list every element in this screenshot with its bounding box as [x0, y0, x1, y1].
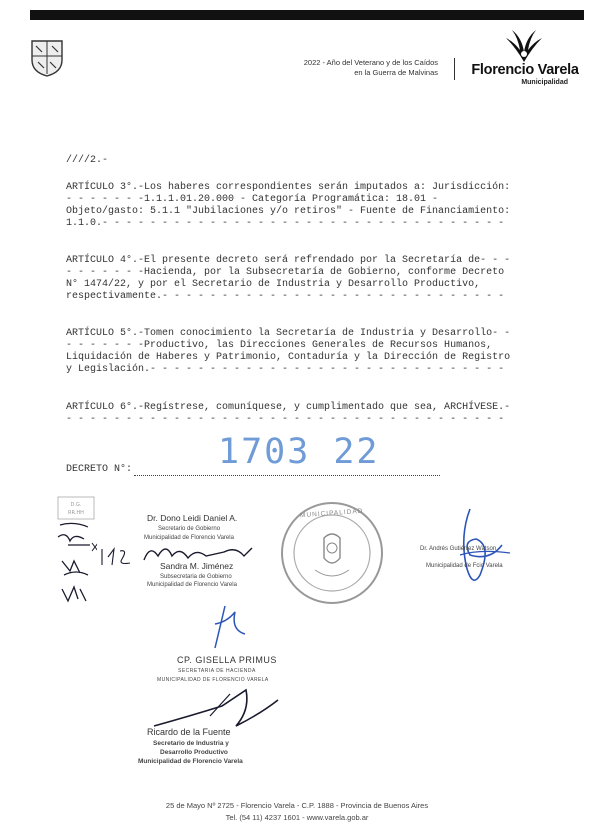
sig1-name: Dr. Dono Leidi Daniel A.	[147, 513, 238, 523]
florencio-varela-logo-icon	[498, 28, 550, 64]
sig3-role: Municipalidad de Fcio Varela	[426, 563, 503, 569]
crest-icon	[30, 38, 64, 78]
sig2-name: Sandra M. Jiménez	[160, 561, 234, 571]
art5-line-2: - - - - - - -Productivo, las Direcciones Generales de Recursos Humanos,	[66, 340, 493, 351]
footer-contact: Tel. (54 11) 4237 1601 - www.varela.gob.ar	[225, 813, 369, 822]
brand-sub: Municipalidad	[521, 79, 568, 86]
art6-line-2: - - - - - - - - - - - - - - - - - - - - - - - - - - - - - - - - - - - - -	[66, 414, 505, 425]
sig4-municipality: MUNICIPALIDAD DE FLORENCIO VARELA	[157, 677, 269, 683]
footer-address: 25 de Mayo Nº 2725 - Florencio Varela - C.P. 1888 - Provincia de Buenos Aires	[165, 801, 429, 810]
art4-line-4: respectivamente.- - - - - - - - - - - - - - - - - - - - - - - - - - - - -	[66, 291, 505, 302]
decreto-label: DECRETO N°:	[66, 464, 133, 475]
decree-number-stamp: 1703 22	[218, 432, 380, 472]
header-divider	[454, 58, 455, 80]
sig2-role: Subsecretaria de Gobierno	[160, 574, 232, 580]
art3-line-3: Objeto/gasto: 5.1.1 "Jubilaciones y/o retiros" - Fuente de Financiamiento:	[66, 206, 511, 217]
art3-line-4: 1.1.0.- - - - - - - - - - - - - - - - - - - - - - - - - - - - - - - - - -	[66, 218, 505, 229]
sig1-municipality: Municipalidad de Florencio Varela	[144, 535, 234, 541]
side-scribble	[100, 545, 134, 567]
motto-line-2: en la Guerra de Malvinas	[354, 68, 438, 77]
sig2-municipality: Municipalidad de Florencio Varela	[147, 582, 237, 588]
svg-text:D.G.: D.G.	[70, 502, 82, 508]
year-motto	[238, 58, 438, 78]
art5-line-1: ARTÍCULO 5°.-Tomen conocimiento la Secretaría de Industria y Desarrollo- -	[66, 328, 511, 339]
art3-line-1: ARTÍCULO 3°.-Los haberes correspondientes serán imputados a: Jurisdicción:	[66, 182, 511, 193]
art3-line-2: - - - - - - -1.1.1.01.20.000 - Categoría Programática: 18.01 -	[66, 194, 439, 205]
sig5-municipality: Municipalidad de Florencio Varela	[138, 758, 243, 765]
sig4-name: CP. GISELLA PRIMUS	[177, 655, 277, 665]
art5-line-4: y Legislación.- - - - - - - - - - - - - - - - - - - - - - - - - - - - - -	[66, 364, 505, 375]
art4-line-3: N° 1474/22, y por el Secretario de Industria y Desarrollo Productivo,	[66, 279, 481, 290]
page-ref: ////2.-	[66, 155, 109, 166]
brand-name: Florencio Varela	[471, 62, 579, 78]
art4-line-2: - - - - - - -Hacienda, por la Subsecretaría de Gobierno, conforme Decreto	[66, 267, 505, 278]
art5-line-3: Liquidación de Haberes y Patrimonio, Contaduría y la Dirección de Registro	[66, 352, 511, 363]
seal-text: MUNICIPALIDAD	[299, 507, 364, 520]
sig5-name: Ricardo de la Fuente	[147, 727, 231, 737]
sig3-name: Dr. Andrés Gutiérrez Watson	[420, 546, 497, 552]
sig1-role: Secretario de Gobierno	[158, 526, 221, 532]
sig4-role: SECRETARIA DE HACIENDA	[178, 668, 256, 674]
top-bar	[30, 10, 584, 20]
decreto-dotted-line	[134, 475, 440, 476]
sig4-handwritten-icon	[195, 604, 255, 654]
art4-line-1: ARTÍCULO 4°.-El presente decreto será refrendado por la Secretaría de- - -	[66, 255, 511, 266]
sig5-role-2: Desarrollo Productivo	[160, 749, 228, 756]
motto-line-1: 2022 - Año del Veterano y de los Caídos	[303, 58, 438, 67]
art6-line-1: ARTÍCULO 6°.-Regístrese, comuníquese, y cumplimentado que sea, ARCHÍVESE.-	[66, 402, 511, 413]
sig5-handwritten-icon	[150, 686, 280, 730]
sig5-role-1: Secretario de Industria y	[153, 740, 229, 747]
svg-text:RR.HH: RR.HH	[68, 510, 84, 516]
initials-column	[40, 495, 97, 607]
